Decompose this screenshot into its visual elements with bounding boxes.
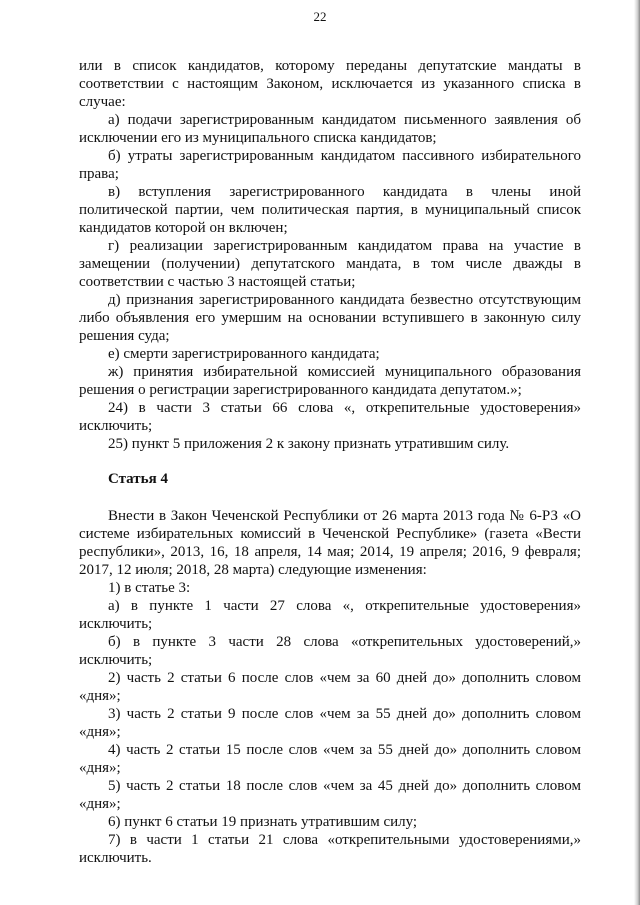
paragraph: 7) в части 1 статьи 21 слова «открепительными удостоверениями,» исключить.	[79, 832, 581, 866]
paragraph: в) вступления зарегистрированного кандидата в члены иной политической партии, чем политическая партия, в муниципальный список кандидатов которой он включен;	[79, 184, 581, 236]
paragraph: а) в пункте 1 части 27 слова «, открепительные удостоверения» исключить;	[79, 598, 581, 632]
paragraph: 6) пункт 6 статьи 19 признать утратившим силу;	[108, 814, 418, 830]
paragraph: 1) в статье 3:	[108, 580, 191, 596]
paragraph: ж) принятия избирательной комиссией муниципального образования решения о регистрации зарегистрированного кандидата депутатом.»;	[79, 364, 581, 398]
paragraph: б) в пункте 3 части 28 слова «открепительных удостоверений,» исключить;	[79, 634, 581, 668]
paragraph: 2) часть 2 статьи 6 после слов «чем за 60 дней до» дополнить словом «дня»;	[79, 670, 581, 704]
paragraph: Внести в Закон Чеченской Республики от 26 марта 2013 года № 6-РЗ «О системе избирательных комиссий в Чеченской Республике» (газета «Вести республики», 2013, 16, 18 апреля, 14 мая; 2014, 19 апреля; 2016, 9 февраля; 2017, 12 июля; 2018, 28 марта) следующие изменения:	[79, 508, 581, 578]
page-number: 22	[313, 9, 327, 24]
paragraph: е) смерти зарегистрированного кандидата;	[108, 346, 380, 362]
paragraph: а) подачи зарегистрированным кандидатом письменного заявления об исключении его из муниципального списка кандидатов;	[79, 112, 581, 146]
paragraph: б) утраты зарегистрированным кандидатом пассивного избирательного права;	[79, 148, 581, 182]
page-edge-shadow	[634, 0, 640, 905]
paragraph: 5) часть 2 статьи 18 после слов «чем за 45 дней до» дополнить словом «дня»;	[79, 778, 581, 812]
paragraph: 4) часть 2 статьи 15 после слов «чем за 55 дней до» дополнить словом «дня»;	[79, 742, 581, 776]
paragraph: 3) часть 2 статьи 9 после слов «чем за 55 дней до» дополнить словом «дня»;	[79, 706, 581, 740]
paragraph: д) признания зарегистрированного кандидата безвестно отсутствующим либо объявления его умершим на основании вступившего в законную силу решения суда;	[79, 292, 581, 344]
paragraph: или в список кандидатов, которому переданы депутатские мандаты в соответствии с настоящим Законом, исключается из указанного списка в случае:	[79, 58, 581, 110]
paragraph: 24) в части 3 статьи 66 слова «, открепительные удостоверения» исключить;	[79, 400, 581, 434]
article-heading: Статья 4	[108, 471, 168, 487]
paragraph: 25) пункт 5 приложения 2 к закону признать утратившим силу.	[108, 436, 510, 452]
paragraph: г) реализации зарегистрированным кандидатом права на участие в замещении (получении) депутатского мандата, в том числе дважды в соответствии с частью 3 настоящей статьи;	[79, 238, 581, 290]
document-body	[79, 57, 581, 867]
